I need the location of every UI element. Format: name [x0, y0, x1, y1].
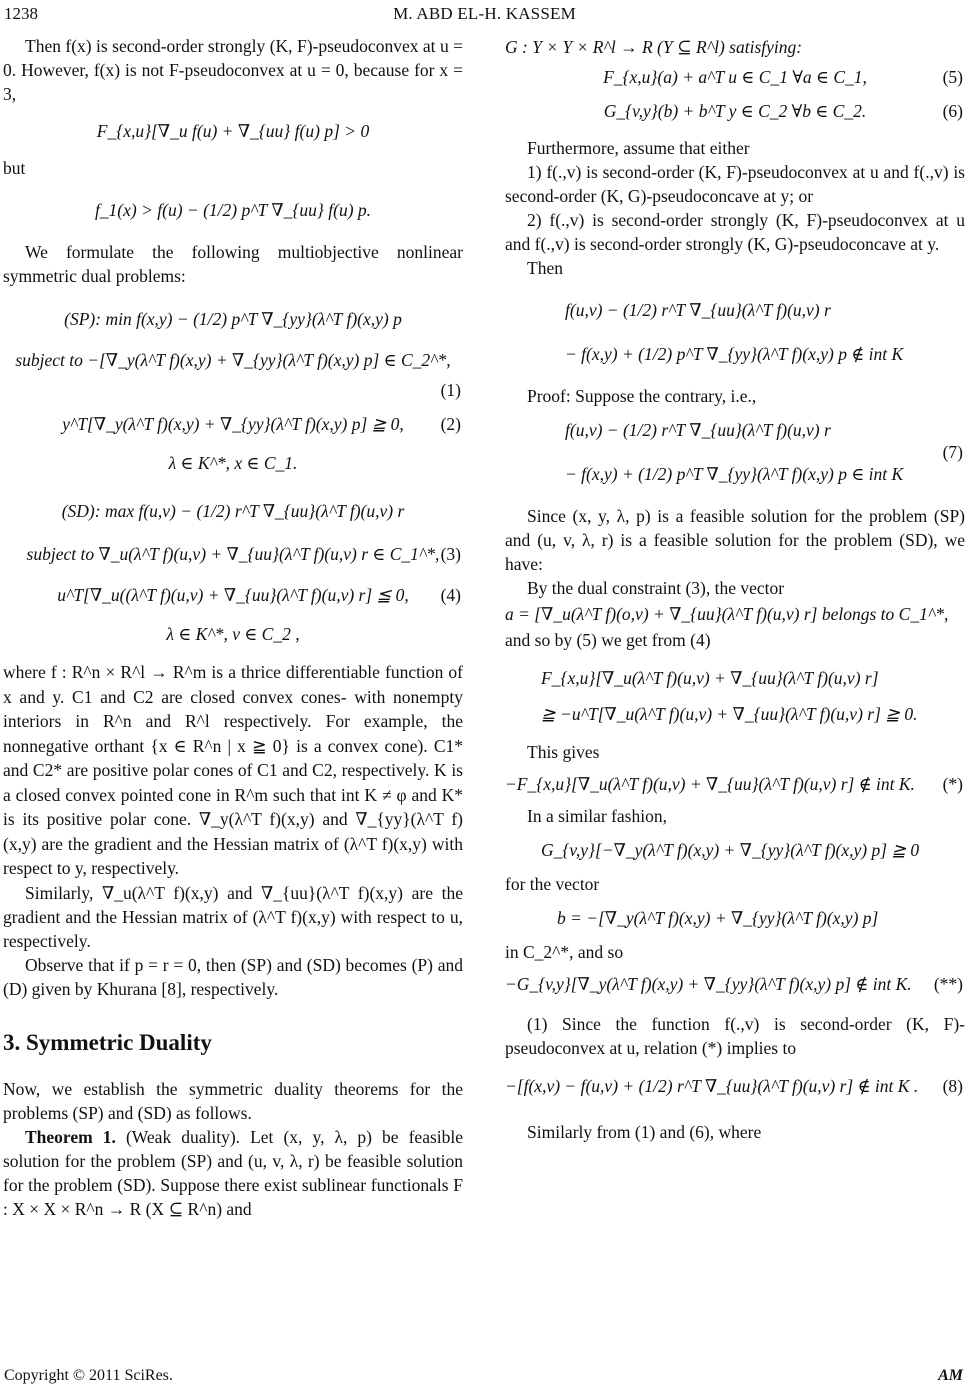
- paragraph: (1) Since the function f(.,v) is second-order (K, F)-pseudoconvex at u, relation (*) implies to: [505, 1014, 965, 1058]
- paragraph: where f : R^n × R^l → R^m is a thrice differentiable function of x and y. C1 and C2 are closed convex cones- with nonempty interiors in R^n and R^l respectively. For example, the nonnegative orthant {x ∈ R^n | x ≧ 0} is a convex cone). C1* and C2* are positive polar cones of C1 and C2, respectively. K is a closed convex pointed cone in R^m such that int K ≠ φ and K* is its positive polar cone. ∇_y(λ^T f)(x,y) and ∇_{yy}(λ^T f)(x,y) are the gradient and the Hessian matrix of (λ^T f)(x,y) with respect to y, respectively.: [3, 662, 463, 878]
- running-head: M. ABD EL-H. KASSEM: [393, 4, 576, 23]
- vector-b: b = −[∇_y(λ^T f)(x,y) + ∇_{yy}(λ^T f)(x,y) p]: [557, 908, 879, 928]
- paragraph: Now, we establish the symmetric duality theorems for the problems (SP) and (SD) as follows.: [3, 1078, 463, 1123]
- equation-number: (4): [440, 585, 461, 605]
- equation-number: (6): [942, 101, 963, 121]
- paragraph: Then: [527, 258, 563, 278]
- sp-objective: (SP): min f(x,y) − (1/2) p^T ∇_{yy}(λ^T f)(x,y) p: [64, 309, 402, 329]
- equation-number: (2): [440, 414, 461, 434]
- vector-a: a = [∇_u(λ^T f)(o,v) + ∇_{uu}(λ^T f)(u,v) r] belongs to C_1^*,: [505, 604, 949, 624]
- g-inequality: G_{v,y}[−∇_y(λ^T f)(x,y) + ∇_{yy}(λ^T f)(x,y) p] ≧ 0: [541, 840, 920, 860]
- eq7-line-1: f(u,v) − (1/2) r^T ∇_{uu}(λ^T f)(u,v) r: [565, 420, 831, 440]
- equation-text: y^T[∇_y(λ^T f)(x,y) + ∇_{yy}(λ^T f)(x,y) p] ≧ 0,: [62, 414, 404, 434]
- paragraph: Since (x, y, λ, p) is a feasible solution for the problem (SP) and (u, v, λ, r) is a feasible solution for the problem (SD), we have:: [505, 506, 965, 574]
- paragraph: and so by (5) we get from (4): [505, 630, 711, 650]
- paragraph: In a similar fashion,: [527, 806, 667, 826]
- paragraph: in C_2^*, and so: [505, 942, 624, 962]
- sp-constraint-3: λ ∈ K^*, x ∈ C_1.: [168, 453, 298, 473]
- equation-text: subject to ∇_u(λ^T f)(u,v) + ∇_{uu}(λ^T f)(u,v) r ∈ C_1^*,: [26, 544, 440, 564]
- paragraph: Proof: Suppose the contrary, i.e.,: [527, 386, 757, 406]
- section-heading: 3. Symmetric Duality: [3, 1029, 212, 1055]
- paragraph: Observe that if p = r = 0, then (SP) and (SD) becomes (P) and (D) given by Khurana [8], respectively.: [3, 954, 463, 999]
- equation-text: −G_{v,y}[∇_y(λ^T f)(x,y) + ∇_{yy}(λ^T f)(x,y) p] ∉ int K.: [505, 974, 912, 994]
- paragraph: Furthermore, assume that either: [527, 138, 750, 158]
- equation-number: (7): [942, 442, 963, 462]
- paragraph: Then f(x) is second-order strongly (K, F)-pseudoconvex at u = 0. However, f(x) is not F-pseudoconvex at u = 0, because for x = 3,: [3, 36, 463, 104]
- equation-number: (3): [440, 544, 461, 564]
- condition-2: 2) f(.,v) is second-order strongly (K, F)-pseudoconvex at u and f(.,v) is second-order strongly (K, G)-pseudoconcave at y.: [505, 210, 965, 254]
- copyright: Copyright © 2011 SciRes.: [4, 1367, 173, 1384]
- page-number: 1238: [4, 4, 38, 23]
- equation-text: −F_{x,u}[∇_u(λ^T f)(u,v) + ∇_{uu}(λ^T f)(u,v) r] ∉ int K.: [505, 774, 915, 794]
- equation-number: (5): [942, 67, 963, 87]
- condition-1: 1) f(.,v) is second-order (K, F)-pseudoconvex at u and f(.,v) is second-order (K, G)-pseudoconcave at y; or: [505, 162, 965, 206]
- paragraph: but: [3, 158, 26, 178]
- double-star-equation: [505, 964, 965, 1004]
- theorem-label: Theorem 1.: [25, 1126, 116, 1147]
- paragraph: We formulate the following multiobjective nonlinear symmetric dual problems:: [3, 242, 463, 286]
- equation-8: [505, 1060, 965, 1112]
- paragraph: Similarly from (1) and (6), where: [527, 1122, 762, 1142]
- star-equation: [505, 764, 965, 804]
- equation-number: (1): [440, 380, 461, 400]
- left-column: [3, 34, 463, 1221]
- equation: F_{x,u}[∇_u f(u) + ∇_{uu} f(u) p] > 0: [96, 121, 370, 141]
- paragraph: This gives: [527, 742, 600, 762]
- equation-6: [505, 94, 965, 128]
- sd-constraint-3: λ ∈ K^*, v ∈ C_2 ,: [166, 624, 300, 644]
- journal-abbrev: AM: [938, 1367, 963, 1384]
- equation-number-row: [3, 378, 463, 402]
- equation-text: G_{v,y}(b) + b^T y ∈ C_2 ∀b ∈ C_2.: [603, 101, 867, 121]
- sp-constraint-2: [3, 402, 463, 446]
- equation: f_1(x) > f(u) − (1/2) p^T ∇_{uu} f(u) p.: [94, 200, 372, 220]
- equation-5: [505, 60, 965, 94]
- inequality-line-2: ≧ −u^T[∇_u(λ^T f)(u,v) + ∇_{uu}(λ^T f)(u,v) r] ≧ 0.: [541, 704, 918, 724]
- equation-number: (*): [942, 774, 963, 794]
- sd-constraint-2: [3, 574, 463, 616]
- eq7-line-2: − f(x,y) + (1/2) p^T ∇_{yy}(λ^T f)(x,y) p ∈ int K: [565, 464, 904, 484]
- theorem-paragraph: [3, 1125, 463, 1221]
- equation-7: [505, 408, 965, 496]
- equation-text: u^T[∇_u((λ^T f)(u,v) + ∇_{uu}(λ^T f)(u,v) r] ≦ 0,: [57, 585, 409, 605]
- sd-constraint-1: [3, 534, 463, 574]
- equation-text: F_{x,u}(a) + a^T u ∈ C_1 ∀a ∈ C_1,: [603, 67, 867, 87]
- theorem-text: (Weak duality). Let (x, y, λ, p) be feasible solution for the problem (SP) and (u, v, λ, r) be feasible solution for the problem (SD). Suppose there exist sublinear functionals F : X × X × R^n → R (X ⊆ R^n) and: [3, 1126, 464, 1219]
- equation-number: (8): [942, 1076, 963, 1096]
- equation-text: subject to −[∇_y(λ^T f)(x,y) + ∇_{yy}(λ^T f)(x,y) p] ∈ C_2^*,: [15, 350, 451, 370]
- paragraph: By the dual constraint (3), the vector: [527, 578, 785, 598]
- page-footer: [0, 1364, 969, 1384]
- equation: G : Y × Y × R^l → R (Y ⊆ R^l) satisfying:: [505, 37, 803, 57]
- paragraph: for the vector: [505, 874, 600, 894]
- result-line-1: f(u,v) − (1/2) r^T ∇_{uu}(λ^T f)(u,v) r: [565, 300, 831, 320]
- right-column: [505, 34, 965, 1144]
- page-header: [0, 2, 969, 28]
- sd-objective: (SD): max f(u,v) − (1/2) r^T ∇_{uu}(λ^T f)(u,v) r: [61, 501, 405, 521]
- inequality-line-1: F_{x,u}[∇_u(λ^T f)(u,v) + ∇_{uu}(λ^T f)(u,v) r]: [541, 668, 879, 688]
- sp-constraint-1: [3, 342, 463, 378]
- result-line-2: − f(x,y) + (1/2) p^T ∇_{yy}(λ^T f)(x,y) p ∉ int K: [565, 344, 904, 364]
- equation-number: (**): [933, 974, 963, 994]
- equation-text: −[f(x,v) − f(u,v) + (1/2) r^T ∇_{uu}(λ^T f)(u,v) r] ∉ int K .: [505, 1076, 919, 1096]
- paragraph: Similarly, ∇_u(λ^T f)(x,y) and ∇_{uu}(λ^T f)(x,y) are the gradient and the Hessian matrix of (λ^T f)(x,y) with respect to u, respectively.: [3, 882, 463, 951]
